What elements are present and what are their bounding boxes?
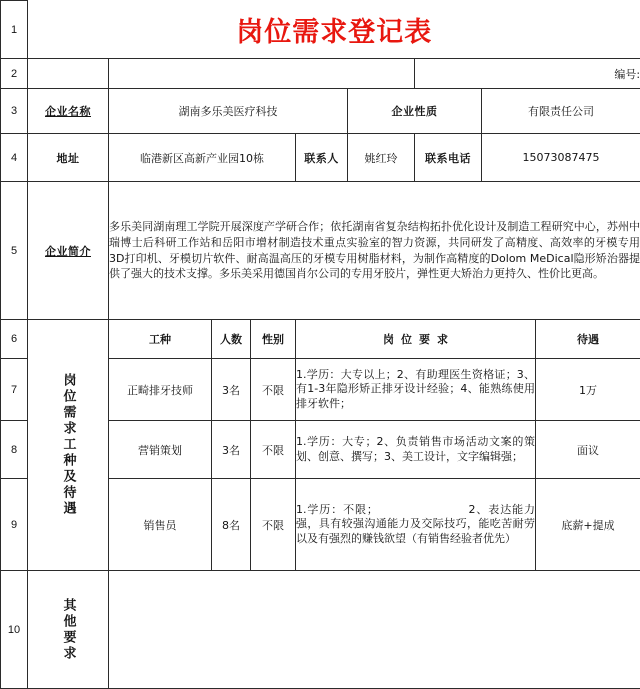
table-row xyxy=(1,1,640,59)
page-title-cell xyxy=(28,1,640,59)
salary-value-1[interactable]: 1万 xyxy=(536,359,640,421)
table-row xyxy=(1,89,640,134)
address-value[interactable]: 临港新区高新产业园10栋 xyxy=(109,134,296,182)
column-header-job-type: 工种 xyxy=(109,320,212,359)
table-row xyxy=(1,320,640,359)
contact-person-value[interactable]: 姚红玲 xyxy=(348,134,415,182)
row-number-7: 7 xyxy=(1,359,28,421)
job-type-value-2[interactable]: 营销策划 xyxy=(109,421,212,479)
job-type-value-1[interactable]: 正畸排牙技师 xyxy=(109,359,212,421)
requirements-value-1[interactable]: 1.学历：大专以上；2、有助理医生资格证；3、有1-3年隐形矫正排牙设计经验；4、能熟练使用排牙软件； xyxy=(296,359,536,421)
gender-value-2[interactable]: 不限 xyxy=(251,421,296,479)
contact-person-label: 联系人 xyxy=(296,134,348,182)
table-row xyxy=(1,59,640,89)
row-number-6: 6 xyxy=(1,320,28,359)
salary-value-2[interactable]: 面议 xyxy=(536,421,640,479)
row-number-9: 9 xyxy=(1,479,28,571)
column-header-headcount: 人数 xyxy=(212,320,251,359)
row-number-5: 5 xyxy=(1,182,28,320)
table-row xyxy=(1,182,640,320)
column-header-salary: 待遇 xyxy=(536,320,640,359)
salary-value-3[interactable]: 底薪+提成 xyxy=(536,479,640,571)
company-nature-value[interactable]: 有限责任公司 xyxy=(482,89,640,134)
column-header-requirements: 岗位要求 xyxy=(296,320,536,359)
row-number-4: 4 xyxy=(1,134,28,182)
headcount-value-2[interactable]: 3名 xyxy=(212,421,251,479)
row-number-8: 8 xyxy=(1,421,28,479)
contact-phone-value[interactable]: 15073087475 xyxy=(482,134,640,182)
gender-value-3[interactable]: 不限 xyxy=(251,479,296,571)
address-label: 地址 xyxy=(28,134,109,182)
requirements-value-2[interactable]: 1.学历：大专；2、负责销售市场活动文案的策划、创意、撰写；3、美工设计，文字编辑强； xyxy=(296,421,536,479)
gender-value-1[interactable]: 不限 xyxy=(251,359,296,421)
company-name-label: 企业名称 xyxy=(28,89,109,134)
table-row xyxy=(1,134,640,182)
jobs-section-vertical-label: 岗位需求工种及待遇 xyxy=(60,373,76,517)
job-type-value-3[interactable]: 销售员 xyxy=(109,479,212,571)
spacer-cell xyxy=(28,59,109,89)
headcount-value-3[interactable]: 8名 xyxy=(212,479,251,571)
company-intro-value[interactable]: 多乐美同湖南理工学院开展深度产学研合作；依托湖南省复杂结构拓扑优化设计及制造工程研究中心，苏州中瑞博士后科研工作站和岳阳市增材制造技术重点实验室的智力资源，共同研发了高精度、高效率的牙模专用3D打印机、牙模切片软件、耐高温高压的牙模专用树脂材料，为制作高精度的Dolom MeDical隐形矫治器提供了强大的技术支撑。多乐美采用德国肖尔公司的专用牙胶片，弹性更大矫治力更持久、性价比更高。 xyxy=(109,182,640,320)
row-number-10: 10 xyxy=(1,571,28,689)
company-name-value[interactable]: 湖南多乐美医疗科技 xyxy=(109,89,348,134)
table-row xyxy=(1,571,640,689)
other-requirements-label-cell xyxy=(28,571,109,689)
page-title: 岗位需求登记表 xyxy=(236,16,433,48)
spacer-cell xyxy=(109,59,415,89)
row-number-1: 1 xyxy=(1,1,28,59)
other-requirements-label: 其他要求 xyxy=(60,597,76,662)
company-nature-label: 企业性质 xyxy=(348,89,482,134)
column-header-gender: 性别 xyxy=(251,320,296,359)
row-number-2: 2 xyxy=(1,59,28,89)
contact-phone-label: 联系电话 xyxy=(415,134,482,182)
serial-number-label: 编号: xyxy=(415,59,640,89)
headcount-value-1[interactable]: 3名 xyxy=(212,359,251,421)
other-requirements-value[interactable] xyxy=(109,571,640,689)
jobs-section-vertical-label-cell xyxy=(28,320,109,571)
requirements-value-3[interactable]: 1.学历：不限； 2、表达能力强，具有较强沟通能力及交际技巧，能吃苦耐劳以及有强烈的赚钱欲望（有销售经验者优先） xyxy=(296,479,536,571)
company-intro-label: 企业简介 xyxy=(28,182,109,320)
row-number-3: 3 xyxy=(1,89,28,134)
